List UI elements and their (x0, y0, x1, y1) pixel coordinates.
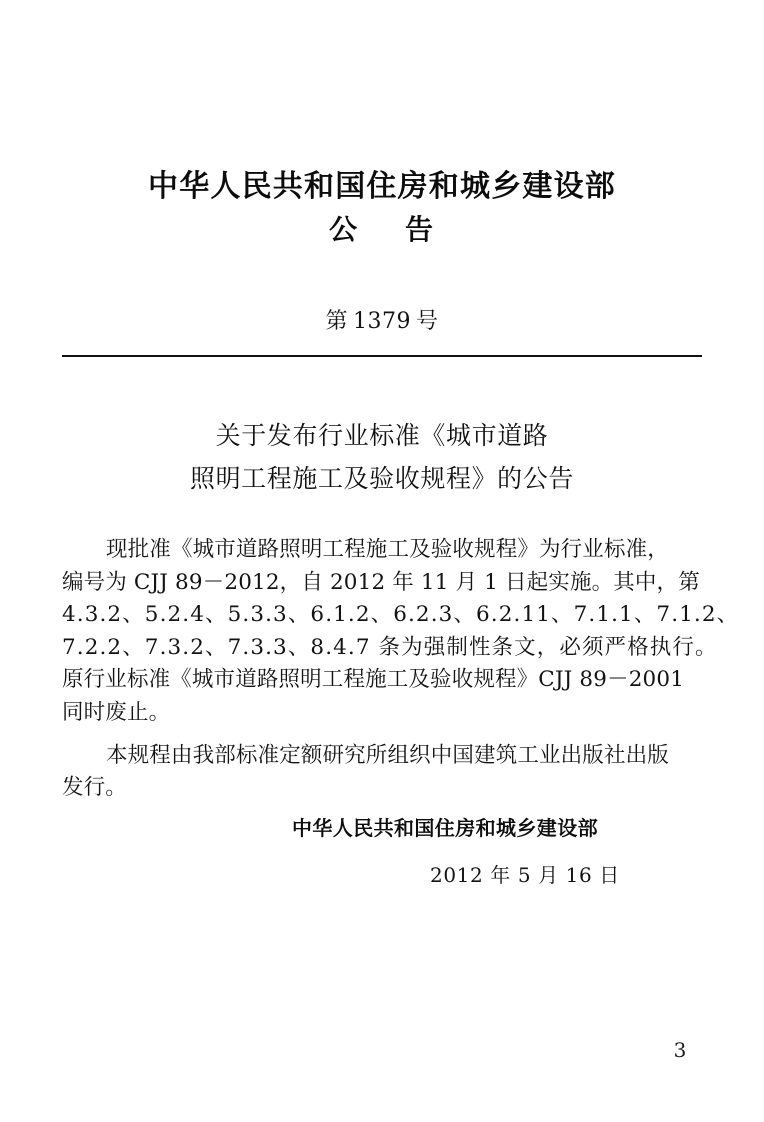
serial-suffix: 号 (416, 309, 439, 334)
page-title-line-1: 关于发布行业标准《城市道路 (215, 421, 549, 450)
notice-body (62, 534, 740, 805)
header-divider-rule (62, 355, 702, 357)
masthead (0, 168, 764, 251)
notice-type-heading (0, 210, 764, 251)
body-paragraph-1-line-6: 同时废止。 (62, 699, 171, 725)
signature-block (0, 812, 764, 888)
serial-prefix: 第 (325, 309, 348, 334)
body-paragraph-1-line-2: 编号为 CJJ 89－2012，自 2012 年 11 月 1 日起实施。其中，第 (62, 569, 700, 595)
body-paragraph-1-line-5: 原行业标准《城市道路照明工程施工及验收规程》CJJ 89－2001 (62, 667, 685, 693)
signature-organization: 中华人民共和国住房和城乡建设部 (292, 816, 598, 840)
paragraph-gap (62, 730, 682, 740)
body-paragraph-2-line-2: 发行。 (62, 775, 127, 801)
signature-date: 2012 年 5 月 16 日 (430, 863, 620, 887)
page-number-footer (0, 1038, 764, 1062)
page-number-value: 3 (673, 1038, 687, 1062)
body-paragraph-2-line-1: 本规程由我部标准定额研究所组织中国建筑工业出版社出版 (106, 742, 669, 768)
page-title-line-2: 照明工程施工及验收规程》的公告 (189, 464, 574, 493)
notice-word-second: 告 (405, 213, 436, 247)
body-paragraph-1-line-4: 7.2.2、7.3.2、7.3.3、8.4.7 条为强制性条文，必须严格执行。 (62, 634, 718, 660)
page-title (0, 414, 764, 500)
serial-number-value: 1379 (353, 309, 411, 334)
issuing-authority-heading: 中华人民共和国住房和城乡建设部 (148, 169, 616, 204)
body-paragraph-1-line-1: 现批准《城市道路照明工程施工及验收规程》为行业标准， (106, 537, 669, 562)
notice-serial-number (0, 304, 764, 335)
body-paragraph-1-line-3: 4.3.2、5.2.4、5.3.3、6.1.2、6.2.3、6.2.11、7.1.1、7.1.2、 (62, 602, 740, 628)
notice-word-first: 公 (328, 213, 359, 247)
